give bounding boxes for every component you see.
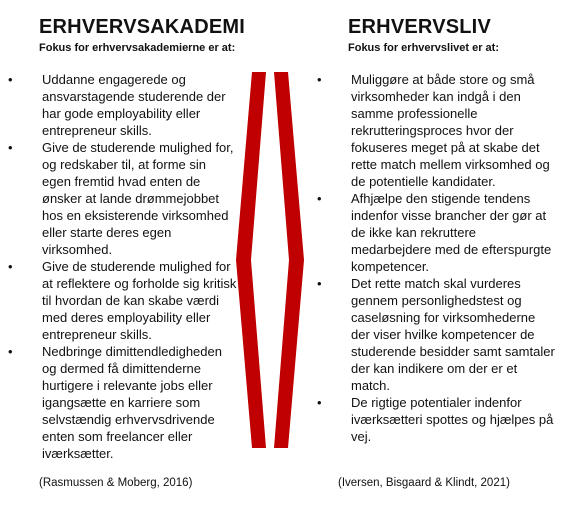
list-item-text: Give de studerende mulighed for, og redskaber til, at forme sin egen fremtid hvad enten de ønsker at lande drømmejobbet hos en eksisterende virksomhed eller starte deres egen virksomhed. xyxy=(42,140,234,257)
left-bracket-shape xyxy=(236,72,266,448)
bullet-icon: • xyxy=(317,395,322,410)
bullet-icon: • xyxy=(8,344,13,359)
list-item-text: Afhjælpe den stigende tendens indenfor visse brancher der gør at de ikke kan rekruttere medarbejdere med de efterspurgte kompetencer. xyxy=(351,191,552,274)
list-item xyxy=(317,71,557,190)
left-subheading: Fokus for erhvervsakademierne er at: xyxy=(39,42,236,54)
bullet-icon: • xyxy=(8,140,13,155)
list-item-text: Give de studerende mulighed for at reflektere og forholde sig kritisk til hvordan de kan skabe værdi med deres employability eller entrepreneur skills. xyxy=(42,259,237,342)
list-item xyxy=(8,258,238,343)
list-item xyxy=(317,275,557,394)
right-subheading: Fokus for erhvervslivet er at: xyxy=(348,42,500,54)
bullet-icon: • xyxy=(8,259,13,274)
left-citation: (Rasmussen & Moberg, 2016) xyxy=(39,477,193,489)
bullet-icon: • xyxy=(317,276,322,291)
list-item xyxy=(8,343,238,462)
left-heading: ERHVERVSAKADEMI xyxy=(39,16,245,38)
bullet-icon: • xyxy=(317,72,322,87)
list-item xyxy=(317,394,557,445)
right-citation: (Iversen, Bisgaard & Klindt, 2021) xyxy=(338,477,510,489)
left-bullet-list xyxy=(8,71,238,462)
right-bracket-shape xyxy=(274,72,304,448)
red-angle-brackets-icon xyxy=(230,70,310,450)
list-item xyxy=(317,190,557,275)
list-item-text: Det rette match skal vurderes gennem personlighedstest og caseløsning for virksomhederne der viser hvilke kompetencer de studerende besidder samt samtaler der kan indikere om der er et match. xyxy=(351,276,555,393)
right-bullet-list xyxy=(317,71,557,445)
bullet-icon: • xyxy=(8,72,13,87)
right-heading: ERHVERVSLIV xyxy=(348,16,491,38)
bullet-icon: • xyxy=(317,191,322,206)
list-item-text: Nedbringe dimittendledigheden og dermed få dimittenderne hurtigere i relevante jobs eller igangsætte en karriere som selvstændig erhvervsdrivende enten som freelancer eller iværksætter. xyxy=(42,344,222,461)
list-item-text: Muliggøre at både store og små virksomheder kan indgå i den samme professionelle rekrutteringsproces hvor der fokuseres meget på at skabe det rette match mellem virksomhed og de potentielle kandidater. xyxy=(351,72,550,189)
list-item xyxy=(8,139,238,258)
list-item-text: Uddanne engagerede og ansvarstagende studerende der har gode employability eller entrepreneur skills. xyxy=(42,72,226,138)
list-item xyxy=(8,71,238,139)
list-item-text: De rigtige potentialer indenfor iværksætteri spottes og hjælpes på vej. xyxy=(351,395,554,444)
